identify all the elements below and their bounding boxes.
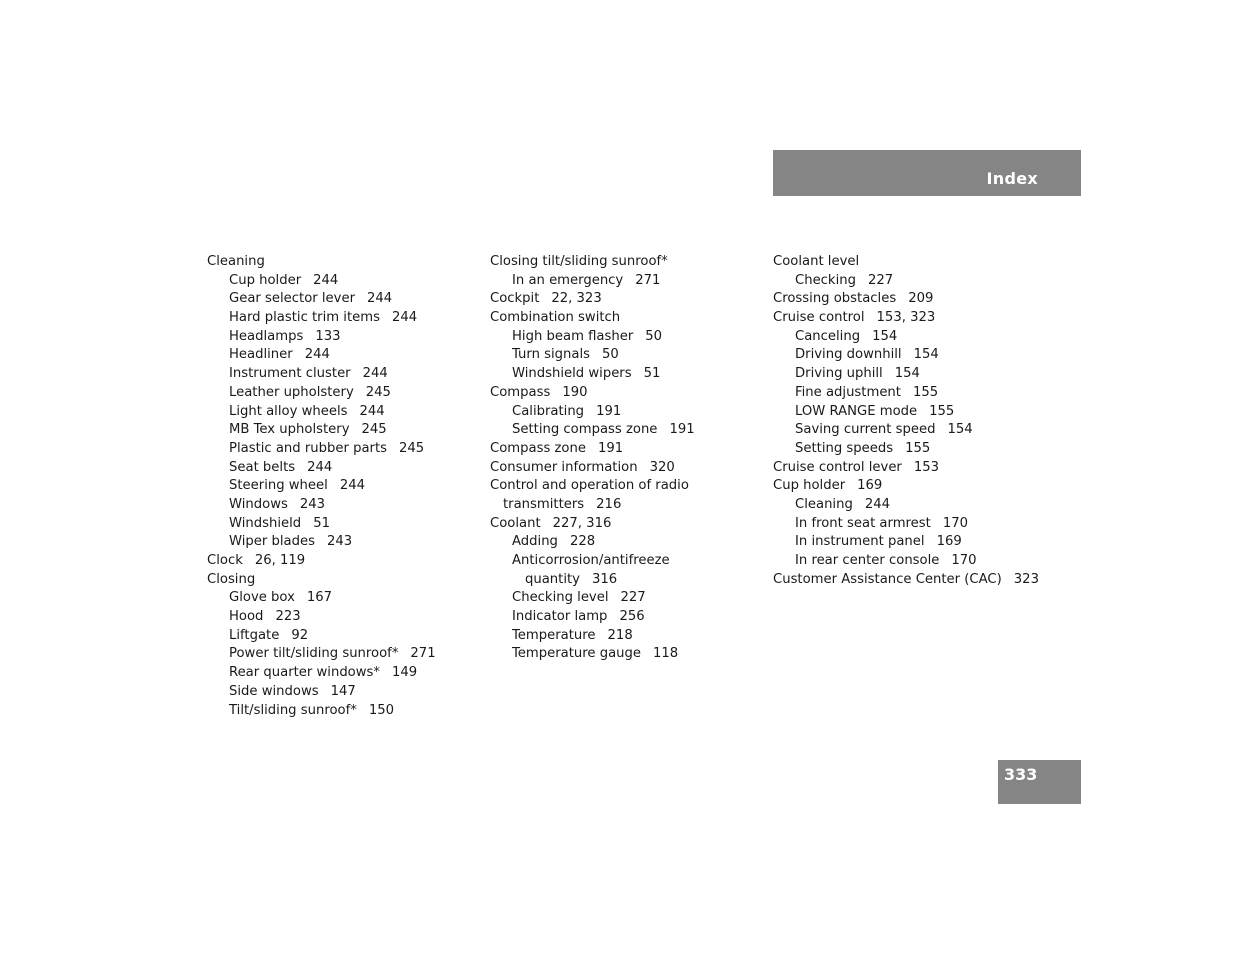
index-term: Hard plastic trim items bbox=[229, 310, 380, 326]
index-term: Consumer information bbox=[490, 459, 638, 475]
index-term: Adding bbox=[512, 534, 558, 550]
index-term: Cruise control lever bbox=[773, 459, 902, 475]
index-subentry bbox=[773, 403, 1039, 422]
index-page-ref: 216 bbox=[596, 496, 622, 512]
index-term: Closing bbox=[207, 571, 256, 587]
index-entry bbox=[490, 384, 695, 403]
index-term: Headlamps bbox=[229, 328, 304, 344]
index-subentry bbox=[773, 552, 1039, 571]
index-page-ref: 155 bbox=[912, 384, 939, 400]
index-subentry bbox=[207, 608, 436, 627]
index-term: LOW RANGE mode bbox=[795, 403, 918, 419]
index-page-ref: 323 bbox=[1013, 571, 1039, 587]
index-page-ref: 154 bbox=[913, 347, 939, 363]
index-page-ref: 191 bbox=[669, 422, 695, 438]
index-page-ref: 169 bbox=[936, 534, 962, 550]
index-page-ref: 50 bbox=[645, 328, 663, 344]
index-subentry bbox=[207, 272, 436, 291]
index-entry bbox=[490, 290, 695, 309]
index-subentry bbox=[490, 571, 695, 590]
index-subentry bbox=[207, 290, 436, 309]
index-page-ref: 149 bbox=[392, 665, 418, 681]
index-entry bbox=[773, 290, 1039, 309]
index-page-ref: 228 bbox=[569, 534, 596, 550]
index-entry bbox=[490, 309, 695, 328]
index-page-ref: 155 bbox=[905, 440, 931, 456]
index-page-ref: 50 bbox=[602, 347, 619, 363]
index-term: MB Tex upholstery bbox=[229, 422, 350, 438]
index-term: Canceling bbox=[795, 328, 861, 344]
index-subentry bbox=[207, 403, 436, 422]
index-entry bbox=[207, 571, 436, 590]
index-column-3 bbox=[773, 253, 1039, 589]
index-page-ref: 256 bbox=[619, 609, 645, 625]
index-page-ref: 147 bbox=[330, 683, 356, 699]
index-subentry bbox=[207, 645, 436, 664]
index-column-1 bbox=[207, 253, 436, 720]
index-page-ref: 244 bbox=[304, 347, 330, 363]
index-entry bbox=[773, 571, 1039, 590]
index-subentry bbox=[773, 533, 1039, 552]
index-term: Light alloy wheels bbox=[229, 403, 348, 419]
index-page-ref: 154 bbox=[872, 328, 898, 344]
index-term: In rear center console bbox=[795, 553, 940, 568]
index-term: Cruise control bbox=[773, 310, 865, 326]
index-term: Driving downhill bbox=[795, 347, 902, 363]
index-page-ref: 227 bbox=[620, 590, 646, 606]
index-term: Wiper blades bbox=[229, 534, 315, 550]
index-page-ref: 316 bbox=[591, 571, 618, 587]
index-entry bbox=[490, 253, 695, 272]
index-entry bbox=[490, 515, 695, 534]
index-term: Cleaning bbox=[795, 496, 853, 512]
index-term: Instrument cluster bbox=[229, 366, 351, 382]
index-term: Plastic and rubber parts bbox=[229, 440, 388, 456]
index-page-ref: 271 bbox=[410, 646, 436, 662]
index-entry bbox=[490, 459, 695, 478]
index-term: quantity bbox=[525, 571, 580, 587]
index-term: Checking level bbox=[512, 590, 609, 606]
index-term: Seat belts bbox=[229, 459, 296, 475]
index-term: In front seat armrest bbox=[795, 515, 931, 531]
index-subentry bbox=[207, 365, 436, 384]
index-subentry bbox=[207, 477, 436, 496]
index-subentry bbox=[207, 328, 436, 347]
index-term: Coolant bbox=[490, 515, 541, 531]
index-subentry bbox=[773, 346, 1039, 365]
index-page-ref: 244 bbox=[313, 272, 339, 288]
index-page-ref: 245 bbox=[365, 384, 391, 400]
index-term: Control and operation of radio bbox=[490, 478, 689, 494]
index-subentry bbox=[773, 365, 1039, 384]
index-entry bbox=[773, 253, 1039, 272]
index-page-ref: 223 bbox=[275, 609, 301, 625]
page-number: 333 bbox=[1004, 765, 1038, 784]
index-subentry bbox=[207, 440, 436, 459]
index-page-ref: 271 bbox=[635, 272, 661, 288]
index-term: In instrument panel bbox=[795, 534, 925, 550]
index-entry bbox=[773, 477, 1039, 496]
index-term: Closing tilt/sliding sunroof* bbox=[490, 254, 668, 269]
index-term: Driving uphill bbox=[795, 366, 883, 382]
index-page-ref: 118 bbox=[653, 646, 679, 662]
index-term: Setting compass zone bbox=[512, 422, 658, 438]
index-subentry bbox=[490, 403, 695, 422]
index-page-ref: 92 bbox=[291, 627, 309, 643]
index-subentry bbox=[490, 365, 695, 384]
index-subentry bbox=[773, 384, 1039, 403]
index-page-ref: 170 bbox=[942, 515, 969, 531]
index-term: Anticorrosion/antifreeze bbox=[512, 553, 670, 568]
index-page-ref: 227, 316 bbox=[552, 515, 612, 531]
index-subentry bbox=[207, 346, 436, 365]
index-subentry bbox=[207, 496, 436, 515]
index-subentry bbox=[773, 328, 1039, 347]
index-subentry bbox=[490, 272, 695, 291]
index-subentry bbox=[207, 309, 436, 328]
index-subentry bbox=[490, 496, 695, 515]
index-term: High beam flasher bbox=[512, 328, 634, 344]
index-page-ref: 167 bbox=[306, 590, 333, 606]
index-page-ref: 244 bbox=[359, 403, 385, 419]
index-term: Compass zone bbox=[490, 440, 586, 456]
index-term: Rear quarter windows* bbox=[229, 665, 381, 681]
index-term: Setting speeds bbox=[795, 440, 894, 456]
index-term: Clock bbox=[207, 553, 243, 568]
index-page-ref: 191 bbox=[596, 403, 622, 419]
index-subentry bbox=[207, 627, 436, 646]
index-page-ref: 244 bbox=[307, 459, 333, 475]
index-page-ref: 26, 119 bbox=[254, 553, 306, 568]
index-subentry bbox=[490, 589, 695, 608]
index-subentry bbox=[773, 515, 1039, 534]
index-subentry bbox=[207, 384, 436, 403]
index-term: Windows bbox=[229, 496, 288, 512]
index-term: transmitters bbox=[503, 496, 585, 512]
index-page-ref: 218 bbox=[607, 627, 633, 643]
index-subentry bbox=[490, 552, 695, 571]
index-page-ref: 320 bbox=[649, 459, 675, 475]
index-term: Turn signals bbox=[512, 347, 591, 363]
index-subentry bbox=[490, 533, 695, 552]
index-term: Compass bbox=[490, 384, 551, 400]
index-term: Indicator lamp bbox=[512, 609, 608, 625]
index-page-ref: 244 bbox=[362, 366, 388, 382]
index-subentry bbox=[490, 421, 695, 440]
index-page-ref: 244 bbox=[864, 496, 890, 512]
index-term: Cup holder bbox=[229, 272, 302, 288]
index-term: Checking bbox=[795, 272, 856, 288]
index-subentry bbox=[490, 608, 695, 627]
index-page-ref: 154 bbox=[947, 422, 973, 438]
index-term: Power tilt/sliding sunroof* bbox=[229, 646, 399, 662]
index-subentry bbox=[207, 702, 436, 721]
index-page-ref: 155 bbox=[929, 403, 955, 419]
index-term: Tilt/sliding sunroof* bbox=[229, 702, 357, 718]
index-term: Hood bbox=[229, 609, 264, 625]
index-subentry bbox=[490, 346, 695, 365]
index-term: Cup holder bbox=[773, 478, 846, 494]
index-term: Temperature bbox=[512, 627, 596, 643]
index-page-ref: 209 bbox=[908, 291, 934, 307]
index-page-ref: 244 bbox=[339, 478, 365, 494]
index-term: Cockpit bbox=[490, 291, 540, 307]
index-subentry bbox=[773, 496, 1039, 515]
index-term: Temperature gauge bbox=[512, 646, 642, 662]
index-term: Glove box bbox=[229, 590, 295, 606]
index-subentry bbox=[490, 627, 695, 646]
index-page-ref: 133 bbox=[315, 328, 341, 344]
index-term: Windshield wipers bbox=[512, 366, 632, 382]
index-page-ref: 245 bbox=[399, 440, 425, 456]
index-term: Combination switch bbox=[490, 310, 621, 326]
index-term: Fine adjustment bbox=[795, 384, 901, 400]
index-page-ref: 190 bbox=[562, 384, 588, 400]
index-page-ref: 154 bbox=[894, 366, 920, 382]
index-term: In an emergency bbox=[512, 272, 624, 288]
index-entry bbox=[773, 309, 1039, 328]
index-subentry bbox=[207, 421, 436, 440]
index-header-title: Index bbox=[986, 169, 1038, 188]
index-subentry bbox=[490, 328, 695, 347]
index-page-ref: 22, 323 bbox=[551, 291, 602, 307]
index-term: Calibrating bbox=[512, 403, 585, 419]
index-subentry bbox=[490, 645, 695, 664]
index-page-ref: 169 bbox=[857, 478, 883, 494]
index-term: Side windows bbox=[229, 683, 319, 699]
index-term: Crossing obstacles bbox=[773, 291, 897, 307]
index-subentry bbox=[207, 664, 436, 683]
index-entry bbox=[207, 552, 436, 571]
index-column-2 bbox=[490, 253, 695, 664]
index-term: Liftgate bbox=[229, 627, 280, 643]
index-term: Saving current speed bbox=[795, 422, 936, 438]
index-page-ref: 191 bbox=[597, 440, 624, 456]
index-page-ref: 243 bbox=[299, 496, 326, 512]
index-page-ref: 245 bbox=[361, 422, 387, 438]
index-subentry bbox=[773, 272, 1039, 291]
index-page-ref: 170 bbox=[951, 553, 977, 568]
index-page-ref: 244 bbox=[367, 291, 393, 307]
index-page-ref: 153 bbox=[913, 459, 940, 475]
index-subentry bbox=[207, 589, 436, 608]
index-term: Customer Assistance Center (CAC) bbox=[773, 571, 1002, 587]
index-page-ref: 150 bbox=[368, 702, 395, 718]
index-term: Windshield bbox=[229, 515, 302, 531]
index-page-ref: 244 bbox=[391, 310, 418, 326]
index-page-ref: 153, 323 bbox=[876, 310, 936, 326]
index-term: Headliner bbox=[229, 347, 293, 363]
index-entry bbox=[490, 440, 695, 459]
index-term: Gear selector lever bbox=[229, 291, 356, 307]
index-entry bbox=[207, 253, 436, 272]
index-header-bar bbox=[773, 150, 1081, 196]
index-entry bbox=[490, 477, 695, 496]
index-page-ref: 243 bbox=[326, 534, 353, 550]
index-page-ref: 51 bbox=[643, 366, 661, 382]
index-subentry bbox=[207, 683, 436, 702]
index-subentry bbox=[207, 533, 436, 552]
index-term: Coolant level bbox=[773, 254, 860, 269]
index-term: Cleaning bbox=[207, 254, 265, 269]
index-subentry bbox=[207, 459, 436, 478]
index-page-ref: 227 bbox=[867, 272, 894, 288]
page-number-box bbox=[998, 760, 1081, 804]
index-entry bbox=[773, 459, 1039, 478]
index-subentry bbox=[773, 421, 1039, 440]
index-subentry bbox=[773, 440, 1039, 459]
index-page-ref: 51 bbox=[313, 515, 330, 531]
index-term: Steering wheel bbox=[229, 478, 328, 494]
index-term: Leather upholstery bbox=[229, 384, 354, 400]
index-subentry bbox=[207, 515, 436, 534]
